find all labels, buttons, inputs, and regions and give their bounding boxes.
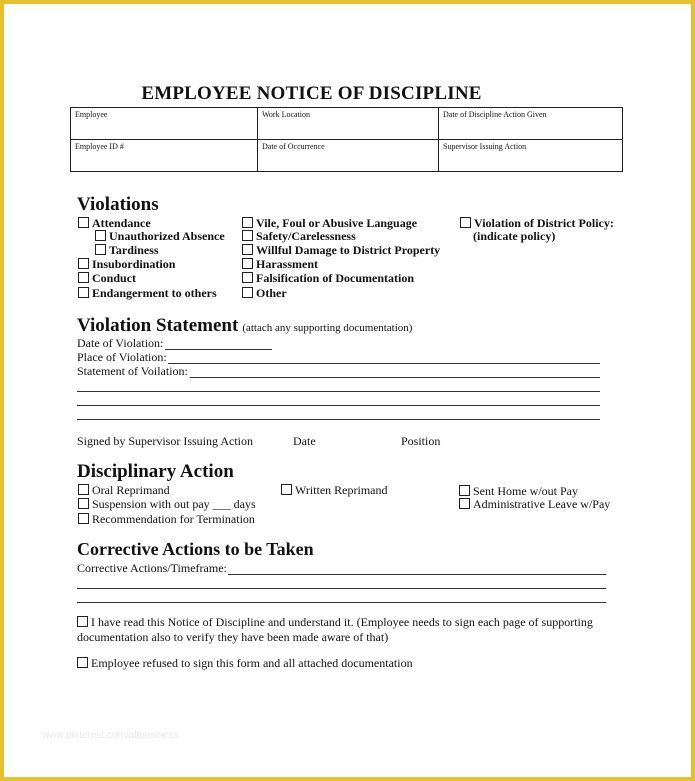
signed-by-supervisor: Signed by Supervisor Issuing Action bbox=[77, 434, 253, 448]
corrective-line-3[interactable] bbox=[77, 602, 606, 603]
checkbox[interactable] bbox=[242, 217, 253, 228]
employee-id-label: Employee ID # bbox=[75, 142, 124, 151]
work-location-field[interactable] bbox=[258, 108, 439, 140]
violation-insubordination[interactable]: Insubordination bbox=[78, 257, 175, 272]
statement-line-4[interactable] bbox=[77, 419, 600, 420]
checkbox[interactable] bbox=[78, 513, 89, 524]
checkbox[interactable] bbox=[78, 272, 89, 283]
violation-tardiness[interactable]: Tardiness bbox=[95, 243, 159, 258]
date-of-violation-label: Date of Violation: bbox=[77, 336, 164, 350]
checkbox[interactable] bbox=[242, 287, 253, 298]
signed-date-label: Date bbox=[293, 434, 316, 448]
acknowledgement-line-2: documentation also to verify they have been made aware of that) bbox=[77, 630, 389, 644]
checkbox[interactable] bbox=[77, 616, 88, 627]
statement-note: (attach any supporting documentation) bbox=[242, 322, 413, 334]
violation-unauthorized-absence[interactable]: Unauthorized Absence bbox=[95, 229, 225, 244]
checkbox[interactable] bbox=[78, 484, 89, 495]
action-suspension[interactable]: Suspension with out pay ___ days bbox=[78, 497, 256, 512]
checkbox[interactable] bbox=[78, 287, 89, 298]
place-of-violation-line[interactable] bbox=[168, 363, 600, 364]
checkbox[interactable] bbox=[242, 272, 253, 283]
corrective-line-1[interactable] bbox=[228, 574, 606, 575]
date-of-violation-line[interactable] bbox=[165, 349, 272, 350]
statement-line-2[interactable] bbox=[77, 391, 600, 392]
checkbox[interactable] bbox=[459, 485, 470, 496]
corrective-heading: Corrective Actions to be Taken bbox=[77, 539, 314, 559]
violation-harassment[interactable]: Harassment bbox=[242, 257, 318, 272]
violation-other[interactable]: Other bbox=[242, 286, 287, 301]
violation-conduct[interactable]: Conduct bbox=[78, 271, 136, 286]
action-oral-reprimand[interactable]: Oral Reprimand bbox=[78, 483, 170, 498]
action-termination[interactable]: Recommendation for Termination bbox=[78, 512, 255, 527]
form-page bbox=[4, 4, 691, 777]
checkbox[interactable] bbox=[78, 217, 89, 228]
statement-heading: Violation Statement bbox=[77, 315, 239, 336]
violation-property-damage[interactable]: Willful Damage to District Property bbox=[242, 243, 440, 258]
violation-endangerment[interactable]: Endangerment to others bbox=[78, 286, 217, 301]
refused-to-sign[interactable]: Employee refused to sign this form and all attached documentation bbox=[77, 656, 413, 671]
occurrence-date-label: Date of Occurrence bbox=[262, 142, 325, 151]
employee-label: Employee bbox=[75, 110, 108, 119]
statement-line-3[interactable] bbox=[77, 405, 600, 406]
supervisor-field[interactable] bbox=[439, 140, 623, 172]
corrective-label: Corrective Actions/Timeframe: bbox=[77, 561, 227, 575]
violation-attendance[interactable]: Attendance bbox=[78, 216, 151, 231]
checkbox[interactable] bbox=[459, 498, 470, 509]
checkbox[interactable] bbox=[460, 217, 471, 228]
violation-abusive-language[interactable]: Vile, Foul or Abusive Language bbox=[242, 216, 417, 231]
work-location-label: Work Location bbox=[262, 110, 311, 119]
signed-position-label: Position bbox=[401, 434, 441, 448]
discipline-date-field[interactable] bbox=[439, 108, 623, 140]
disciplinary-heading: Disciplinary Action bbox=[77, 461, 234, 482]
acknowledgement-line-1[interactable]: I have read this Notice of Discipline and understand it. (Employee needs to sign each page of supporting bbox=[77, 615, 593, 630]
supervisor-label: Supervisor Issuing Action bbox=[443, 142, 527, 151]
employee-id-field[interactable] bbox=[71, 140, 258, 172]
action-sent-home[interactable]: Sent Home w/out Pay bbox=[459, 484, 578, 499]
checkbox[interactable] bbox=[242, 244, 253, 255]
statement-line-1[interactable] bbox=[190, 377, 600, 378]
watermark: www.pinterest.com/allbusiness bbox=[42, 730, 179, 741]
checkbox[interactable] bbox=[77, 657, 88, 668]
place-of-violation-label: Place of Violation: bbox=[77, 350, 167, 364]
corrective-line-2[interactable] bbox=[77, 588, 606, 589]
checkbox[interactable] bbox=[242, 230, 253, 241]
violation-district-policy[interactable]: Violation of District Policy: bbox=[460, 216, 614, 231]
discipline-date-label: Date of Discipline Action Given bbox=[443, 110, 547, 119]
checkbox[interactable] bbox=[78, 258, 89, 269]
violation-safety[interactable]: Safety/Carelessness bbox=[242, 229, 356, 244]
employee-info-table bbox=[70, 107, 623, 172]
occurrence-date-field[interactable] bbox=[258, 140, 439, 172]
employee-field[interactable] bbox=[71, 108, 258, 140]
checkbox[interactable] bbox=[242, 258, 253, 269]
action-written-reprimand[interactable]: Written Reprimand bbox=[281, 483, 388, 498]
checkbox[interactable] bbox=[78, 498, 89, 509]
checkbox[interactable] bbox=[95, 244, 106, 255]
form-title: EMPLOYEE NOTICE OF DISCIPLINE bbox=[141, 83, 482, 104]
checkbox[interactable] bbox=[281, 484, 292, 495]
statement-heading-row bbox=[77, 315, 412, 337]
action-admin-leave[interactable]: Administrative Leave w/Pay bbox=[459, 497, 610, 512]
checkbox[interactable] bbox=[95, 230, 106, 241]
violation-falsification[interactable]: Falsification of Documentation bbox=[242, 271, 414, 286]
statement-of-violation-label: Statement of Voilation: bbox=[77, 364, 188, 378]
violations-heading: Violations bbox=[77, 194, 159, 215]
district-policy-note: (indicate policy) bbox=[473, 229, 556, 243]
